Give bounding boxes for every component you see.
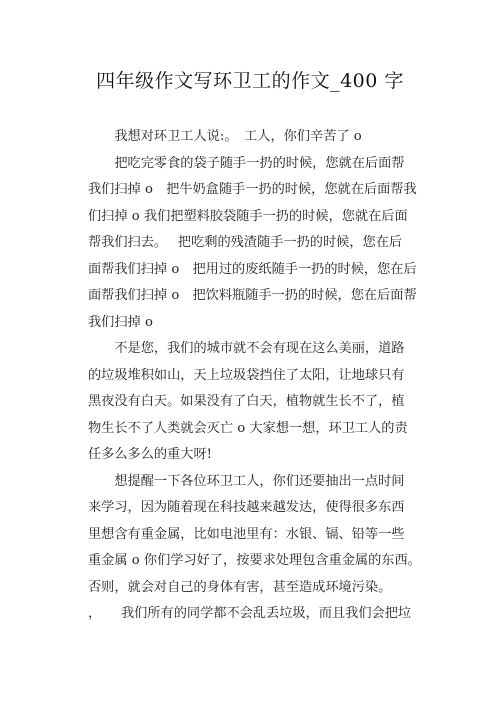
body-line: 否则，就会对自己的身体有害，甚至造成环境污染。 — [88, 579, 392, 595]
body-line: 我们扫掉 o — [88, 314, 153, 330]
body-line: 我想对环卫工人说:。 工人，你们辛苦了 o — [88, 129, 362, 144]
body-line: 面帮我们扫掉 o 把用过的废纸随手一扔的时候，您在后 — [88, 261, 417, 277]
body-line: 任多么多么的重大呀! — [88, 447, 212, 462]
body-line: 把吃完零食的袋子随手一扔的时候，您就在后面帮 — [88, 155, 405, 171]
body-line: 来学习，因为随着现在科技越来越发达，使得很多东西 — [88, 500, 405, 515]
body-line: 们扫掉 o 我们把塑料胶袋随手一扔的时候，您就在后面 — [88, 208, 408, 224]
document-body — [88, 124, 421, 628]
body-line: 我们扫掉 o 把牛奶盒随手一扔的时候，您就在后面帮我 — [88, 182, 417, 197]
body-line: 想提醒一下各位环卫工人，你们还要抽出一点时间 — [88, 473, 405, 489]
body-line: ， 我们所有的同学都不会乱丢垃圾，而且我们会把垃 — [88, 606, 412, 621]
body-line: 重金属 o 你们学习好了，按要求处理包含重金属的东西。 — [88, 553, 421, 568]
body-line: 不是您，我们的城市就不会有现在这么美丽，道路 — [88, 341, 405, 356]
body-line: 的垃圾堆积如山，天上垃圾袋挡住了太阳，让地球只有 — [88, 367, 405, 383]
body-line: 物生长不了人类就会灭亡 o 大家想一想，环卫工人的责 — [88, 420, 408, 436]
document-title: 四年级作文写环卫工的作文_400 字 — [96, 70, 404, 92]
body-line: 面帮我们扫掉 o 把饮料瓶随手一扔的时候，您在后面帮 — [88, 288, 417, 303]
body-line: 黑夜没有白天。如果没有了白天，植物就生长不了，植 — [88, 394, 405, 409]
body-line: 里想含有重金属，比如电池里有：水银、镉、铅等一些 — [88, 526, 405, 542]
body-line: 帮我们扫去。 把吃剩的残渣随手一扔的时候，您在后 — [88, 235, 403, 250]
